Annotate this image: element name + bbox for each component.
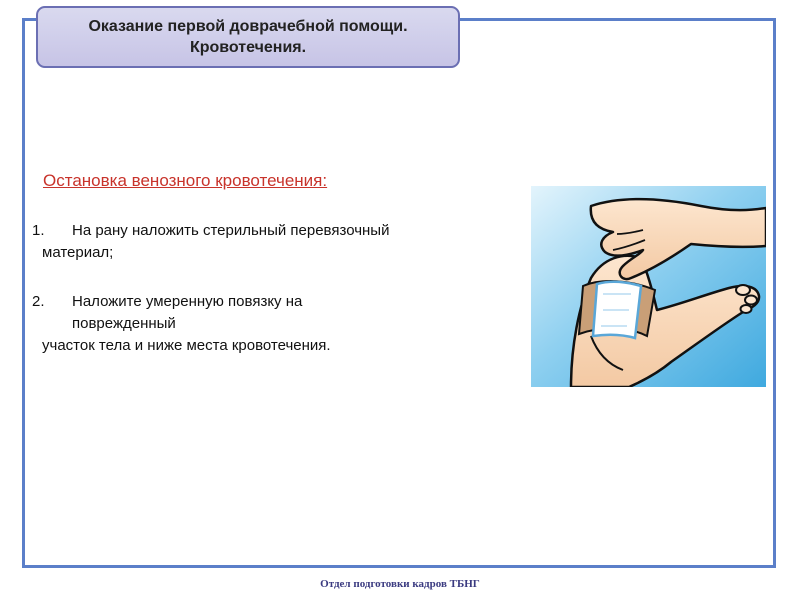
slide-title-line1: Оказание первой доврачебной помощи. <box>88 18 408 35</box>
slide-title-line2: Кровотечения. <box>189 39 307 56</box>
list-item-number: 1. <box>32 222 45 239</box>
section-subtitle: Остановка венозного кровотечения: <box>43 171 328 190</box>
list-item-number: 2. <box>32 293 45 310</box>
list-item-text-line1: На рану наложить стерильный перевязочный <box>72 222 390 239</box>
list-item-text-line2: материал; <box>42 244 114 261</box>
list-item-1 <box>32 220 512 264</box>
list-item-text-line2: поврежденный <box>72 315 176 332</box>
list-item-text-line1: Наложите умеренную повязку на <box>72 293 303 310</box>
bandaging-foot-illustration <box>531 186 766 387</box>
list-item-2 <box>32 291 512 357</box>
list-item-text-line3: участок тела и ниже места кровотечения. <box>42 337 331 354</box>
slide-title-box <box>36 6 460 68</box>
footer-text: Отдел подготовки кадров ТБНГ <box>320 578 480 590</box>
